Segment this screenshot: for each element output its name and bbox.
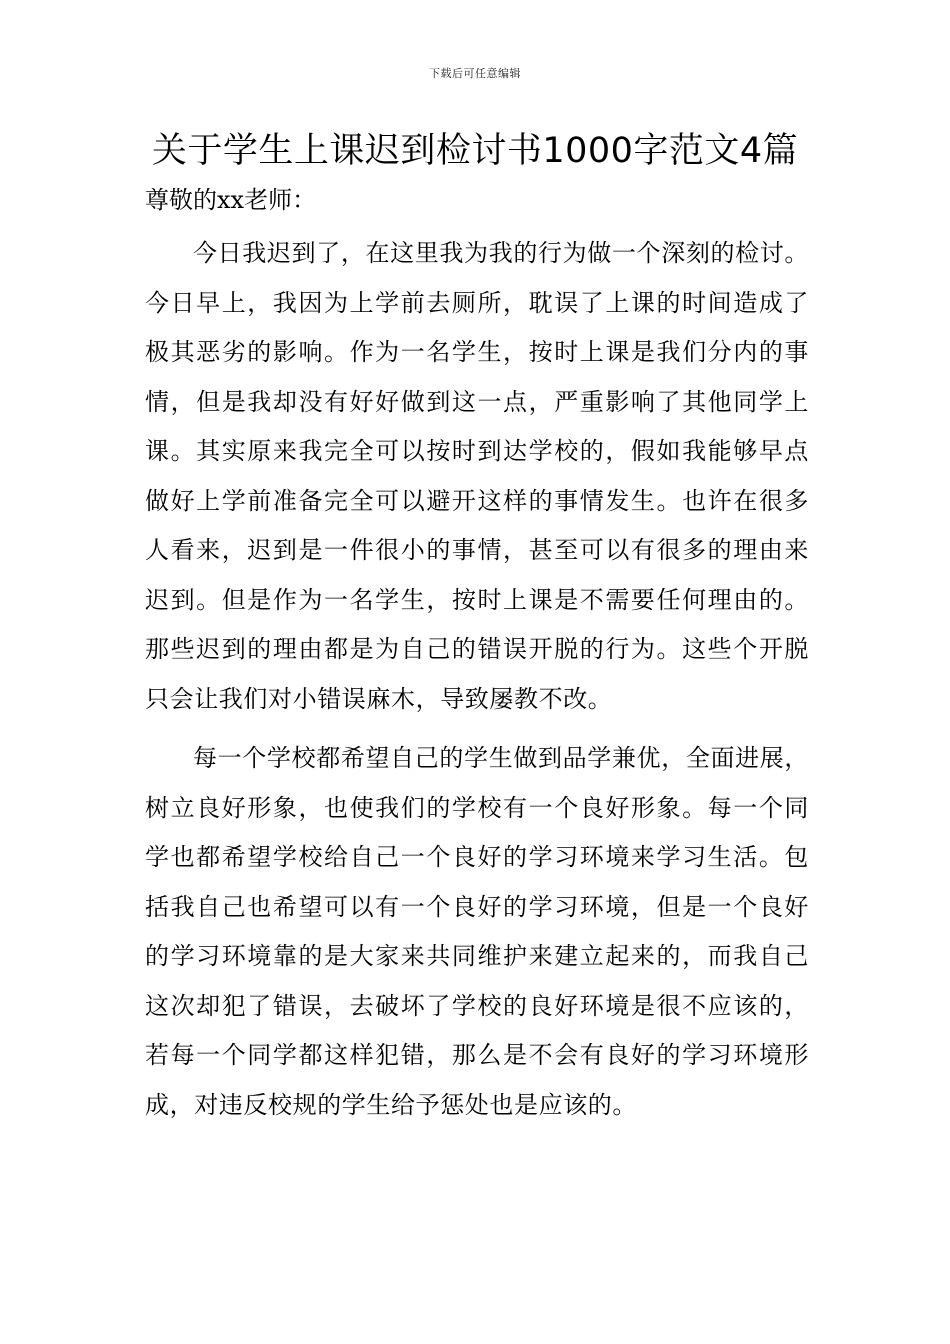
salutation: 尊敬的xx老师： (145, 186, 317, 214)
document-title: 关于学生上课迟到检讨书1000字范文4篇 (151, 131, 799, 171)
document-body (145, 180, 809, 1140)
page-header-note: 下载后可任意编辑 (429, 67, 521, 80)
body-paragraph-2: 每一个学校都希望自己的学生做到品学兼优，全面进展，树立良好形象，也使我们的学校有一个良好形象。每一个同学也都希望学校给自己一个良好的学习环境来学习生活。包括我自己也希望可以有一个良好的学习环境，但是一个良好的学习环境靠的是大家来共同维护来建立起来的，而我自己这次却犯了错误，去破坏了学校的良好环境是很不应该的，若每一个同学都这样犯错，那么是不会有良好的学习环境形成，对违反校规的学生给予惩处也是应该的。 (145, 744, 809, 1119)
body-paragraph-1: 今日我迟到了，在这里我为我的行为做一个深刻的检讨。今日早上，我因为上学前去厕所，耽误了上课的时间造成了极其恶劣的影响。作为一名学生，按时上课是我们分内的事情，但是我却没有好好做到这一点，严重影响了其他同学上课。其实原来我完全可以按时到达学校的，假如我能够早点做好上学前准备完全可以避开这样的事情发生。也许在很多人看来，迟到是一件很小的事情，甚至可以有很多的理由来迟到。但是作为一名学生，按时上课是不需要任何理由的。那些迟到的理由都是为自己的错误开脱的行为。这些个开脱只会让我们对小错误麻木，导致屡教不改。 (145, 239, 809, 713)
